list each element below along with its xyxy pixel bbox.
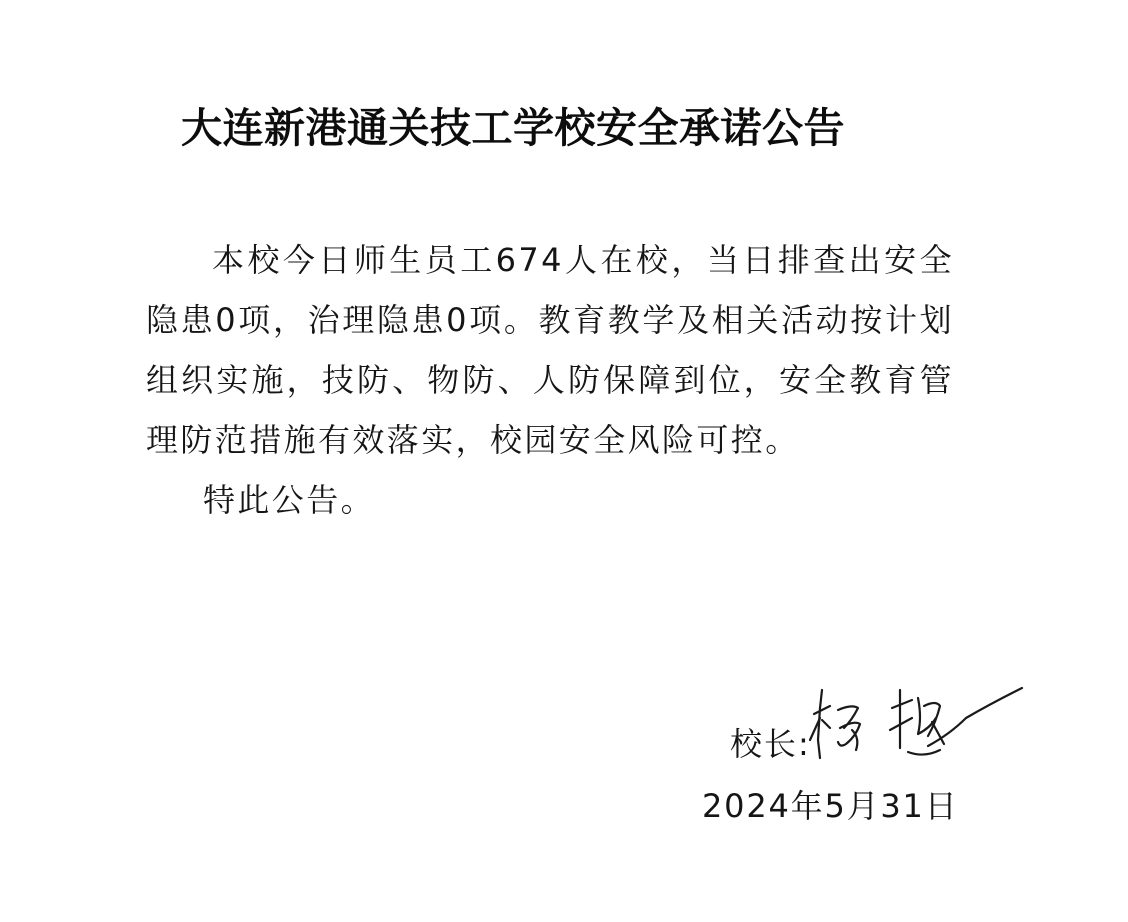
notice-closing: 特此公告。 — [203, 481, 376, 519]
principal-label: 校长: — [730, 725, 811, 763]
notice-body: 本校今日师生员工674人在校，当日排查出安全隐患0项，治理隐患0项。教育教学及相关活动按计划组织实施，技防、物防、人防保障到位，安全教育管理防范措施有效落实，校园安全风险可控。 — [146, 241, 954, 459]
notice-date: 2024年5月31日 — [702, 787, 959, 825]
notice-title: 大连新港通关技工学校安全承诺公告 — [181, 104, 845, 152]
principal-signature — [800, 678, 1030, 778]
